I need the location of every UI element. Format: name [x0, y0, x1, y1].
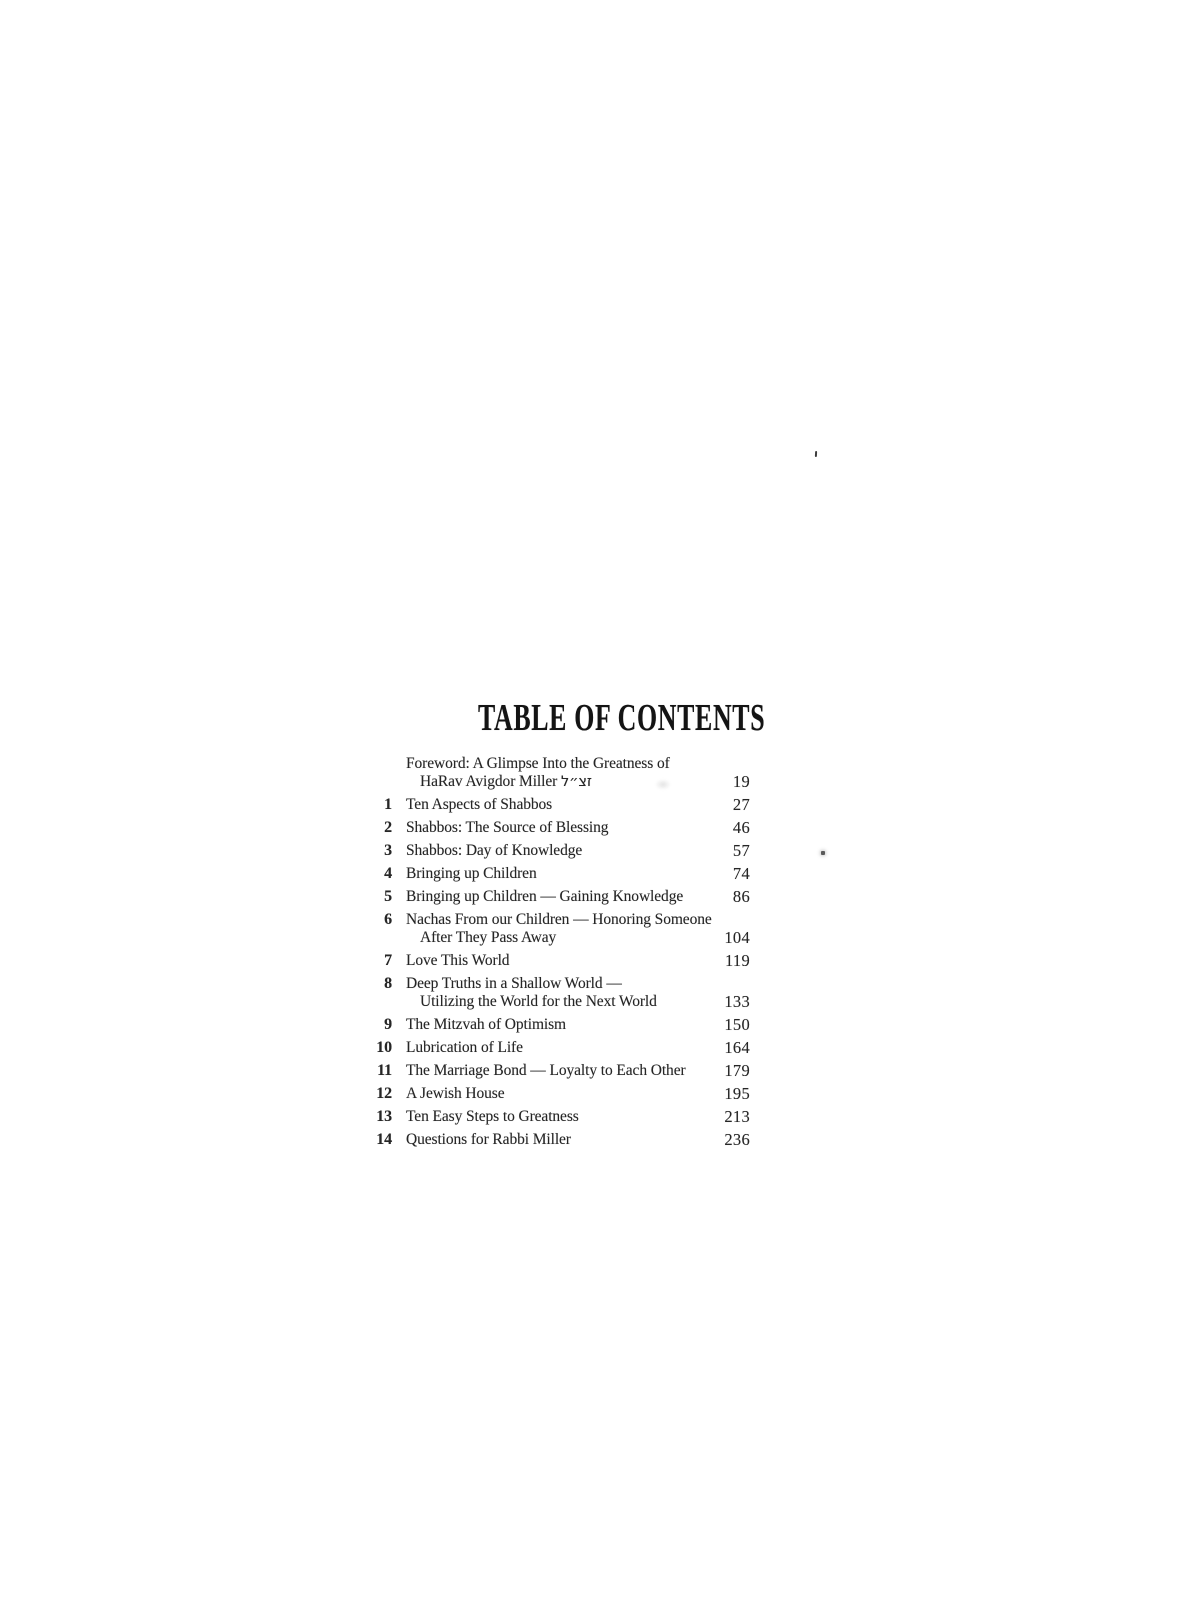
toc-entry: [366, 796, 750, 814]
scan-smudge: [655, 779, 671, 790]
page-number: 86: [732, 887, 750, 906]
page-number: 104: [724, 928, 750, 947]
entry-title-line: A Jewish House: [406, 1085, 505, 1102]
page-number: 27: [732, 795, 750, 814]
entry-title-line: The Mitzvah of Optimism: [406, 1016, 566, 1033]
toc-entry-foreword: [366, 755, 750, 791]
page-number: 150: [724, 1015, 750, 1034]
chapter-number: 12: [376, 1085, 392, 1102]
page-number: 195: [724, 1084, 750, 1103]
entry-title-line: Deep Truths in a Shallow World —: [406, 975, 622, 992]
entry-title-line: Lubrication of Life: [406, 1039, 523, 1056]
toc-entry: [366, 1039, 750, 1057]
foreword-author: HaRav Avigdor Miller: [420, 773, 561, 790]
toc-entry: [366, 1085, 750, 1103]
chapter-number: 11: [377, 1062, 392, 1079]
chapter-number: 5: [384, 888, 392, 905]
chapter-number: 7: [384, 952, 392, 969]
page-number: 46: [732, 818, 750, 837]
entry-title-line: Foreword: A Glimpse Into the Greatness of: [406, 755, 670, 772]
chapter-number: 14: [376, 1131, 392, 1148]
toc-entry: [366, 1108, 750, 1126]
toc-entry: [366, 842, 750, 860]
entry-title-line: Questions for Rabbi Miller: [406, 1131, 571, 1148]
toc-entry: [366, 1062, 750, 1080]
toc-entry: [366, 975, 750, 1011]
chapter-number: 4: [384, 865, 392, 882]
entry-title-line: Nachas From our Children — Honoring Someone: [406, 911, 712, 928]
page-number: 119: [724, 951, 750, 970]
toc-entry: [366, 865, 750, 883]
toc-entry: [366, 911, 750, 947]
table-of-contents: [366, 755, 750, 1154]
entry-title-line: Ten Aspects of Shabbos: [406, 796, 553, 813]
chapter-number: 3: [384, 842, 392, 859]
toc-entry: [366, 819, 750, 837]
entry-title-line: Utilizing the World for the Next World: [420, 993, 657, 1010]
entry-title-line: After They Pass Away: [420, 929, 557, 946]
page-number: 236: [724, 1130, 750, 1149]
page-number: 164: [724, 1038, 750, 1057]
chapter-number: 1: [384, 796, 392, 813]
scan-dot-mark: [821, 851, 825, 855]
toc-entry: [366, 1016, 750, 1034]
entry-title-line: Love This World: [406, 952, 510, 969]
entry-title-line: Bringing up Children — Gaining Knowledge: [406, 888, 684, 905]
page-number: 179: [724, 1061, 750, 1080]
entry-title-line: The Marriage Bond — Loyalty to Each Other: [406, 1062, 686, 1079]
chapter-number: 6: [384, 911, 392, 928]
entry-title-line: Shabbos: Day of Knowledge: [406, 842, 583, 859]
chapter-number: 9: [384, 1016, 392, 1033]
page-number: 57: [732, 841, 750, 860]
page-number: 213: [724, 1107, 750, 1126]
chapter-number: 13: [376, 1108, 392, 1125]
chapter-number: 10: [376, 1039, 392, 1056]
hebrew-honorific: זצ״ל: [560, 774, 592, 790]
entry-title-line: Bringing up Children: [406, 865, 537, 882]
page-number: 133: [724, 992, 750, 1011]
page-number: 19: [732, 772, 750, 791]
chapter-number: 8: [384, 975, 392, 992]
page-title: TABLE OF CONTENTS: [478, 697, 766, 740]
toc-entry: [366, 1131, 750, 1149]
entry-title-line: Ten Easy Steps to Greatness: [406, 1108, 579, 1125]
entry-title-line: Shabbos: The Source of Blessing: [406, 819, 609, 836]
toc-entry: [366, 952, 750, 970]
scan-speck-mark: [815, 451, 817, 457]
toc-entry: [366, 888, 750, 906]
chapter-number: 2: [384, 819, 392, 836]
page-number: 74: [732, 864, 750, 883]
